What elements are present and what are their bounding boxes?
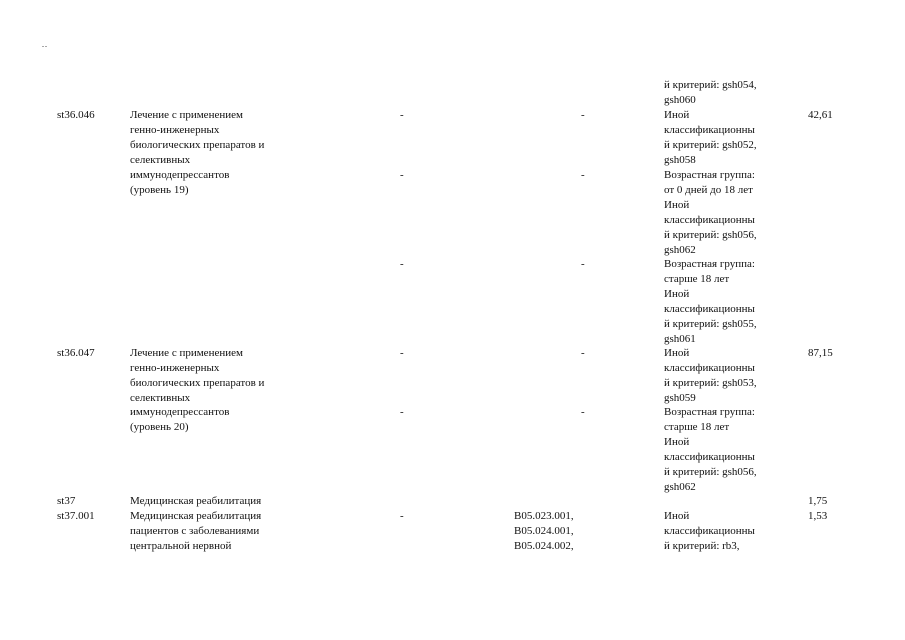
row-name-line: биологических препаратов и <box>130 139 265 151</box>
row-criteria-line: классификационны <box>664 303 755 315</box>
row-name-line: иммунодепрессантов <box>130 169 230 181</box>
row-diagnosis-code: - <box>400 258 404 270</box>
row-name-line: Лечение с применением <box>130 347 243 359</box>
row-criteria-line: й критерий: gsh056, <box>664 466 757 478</box>
row-criteria <box>664 168 757 258</box>
row-service-code-line: - <box>581 258 585 270</box>
row-criteria <box>664 257 757 347</box>
row-criteria-line: классификационны <box>664 451 755 463</box>
row-criteria-line: Иной <box>664 436 690 448</box>
row-criteria-line: gsh060 <box>664 94 696 106</box>
row-criteria-line: й критерий: gsh052, <box>664 139 757 151</box>
row-diagnosis-code: - <box>400 109 404 121</box>
row-name-line: иммунодепрессантов <box>130 406 230 418</box>
row-name-line: селективных <box>130 392 191 404</box>
row-criteria-line: Возрастная группа: <box>664 169 755 181</box>
row-criteria-line: й критерий: gsh056, <box>664 229 757 241</box>
row-criteria <box>664 78 757 108</box>
row-name <box>130 108 264 168</box>
row-service-code-line: - <box>581 406 585 418</box>
row-criteria-line: Возрастная группа: <box>664 406 755 418</box>
row-service-code-line: - <box>581 169 585 181</box>
row-code: st36.046 <box>57 109 95 121</box>
row-service-code-line: B05.024.001, <box>514 525 574 537</box>
row-criteria-line: от 0 дней до 18 лет <box>664 184 753 196</box>
row-service-code <box>581 168 585 183</box>
corner-mark: .. <box>42 40 48 49</box>
row-coefficient: 1,53 <box>808 510 828 522</box>
row-name-line: биологических препаратов и <box>130 377 265 389</box>
row-criteria-line: Иной <box>664 199 690 211</box>
row-service-code-line: - <box>581 109 585 121</box>
row-name <box>130 346 264 406</box>
row-criteria-line: классификационны <box>664 214 755 226</box>
row-criteria-line: Возрастная группа: <box>664 258 755 270</box>
row-name <box>130 494 261 509</box>
row-name-line: генно-инженерных <box>130 124 220 136</box>
row-coefficient: 42,61 <box>808 109 833 121</box>
row-criteria-line: Иной <box>664 288 690 300</box>
row-criteria-line: gsh062 <box>664 244 696 256</box>
row-diagnosis-code: - <box>400 406 404 418</box>
row-name-line: Лечение с применением <box>130 109 243 121</box>
row-service-code-line: B05.024.002, <box>514 540 574 552</box>
row-service-code <box>581 346 585 361</box>
row-service-code <box>581 257 585 272</box>
row-criteria <box>664 108 757 168</box>
row-criteria-line: Иной <box>664 510 690 522</box>
row-service-code-line: B05.023.001, <box>514 510 574 522</box>
row-name <box>130 509 261 554</box>
row-criteria-line: gsh061 <box>664 333 696 345</box>
row-name <box>130 405 229 435</box>
row-diagnosis-code: - <box>400 169 404 181</box>
row-criteria-line: классификационны <box>664 124 755 136</box>
row-criteria-line: старше 18 лет <box>664 273 730 285</box>
row-name-line: Медицинская реабилитация <box>130 495 262 507</box>
row-criteria-line: й критерий: rb3, <box>664 540 740 552</box>
row-coefficient: 87,15 <box>808 347 833 359</box>
row-name-line: (уровень 19) <box>130 184 189 196</box>
row-name-line: генно-инженерных <box>130 362 220 374</box>
row-criteria-line: gsh058 <box>664 154 696 166</box>
row-name-line: (уровень 20) <box>130 421 189 433</box>
row-code: st36.047 <box>57 347 95 359</box>
row-criteria <box>664 509 755 554</box>
row-criteria-line: gsh059 <box>664 392 696 404</box>
row-service-code-line: - <box>581 347 585 359</box>
row-diagnosis-code: - <box>400 510 404 522</box>
row-criteria-line: й критерий: gsh055, <box>664 318 757 330</box>
row-coefficient: 1,75 <box>808 495 828 507</box>
row-criteria-line: й критерий: gsh053, <box>664 377 757 389</box>
row-criteria <box>664 405 757 495</box>
row-name <box>130 168 229 198</box>
row-code: st37.001 <box>57 510 95 522</box>
row-name-line: центральной нервной <box>130 540 232 552</box>
row-service-code <box>581 405 585 420</box>
row-diagnosis-code: - <box>400 347 404 359</box>
row-name-line: пациентов с заболеваниями <box>130 525 260 537</box>
row-criteria-line: классификационны <box>664 362 755 374</box>
row-name-line: Медицинская реабилитация <box>130 510 262 522</box>
row-criteria-line: Иной <box>664 109 690 121</box>
row-criteria-line: классификационны <box>664 525 755 537</box>
row-criteria-line: старше 18 лет <box>664 421 730 433</box>
row-code: st37 <box>57 495 76 507</box>
row-service-code <box>514 509 574 554</box>
row-criteria <box>664 346 757 406</box>
row-name-line: селективных <box>130 154 191 166</box>
row-service-code <box>581 108 585 123</box>
row-criteria-line: й критерий: gsh054, <box>664 79 757 91</box>
row-criteria-line: Иной <box>664 347 690 359</box>
row-criteria-line: gsh062 <box>664 481 696 493</box>
